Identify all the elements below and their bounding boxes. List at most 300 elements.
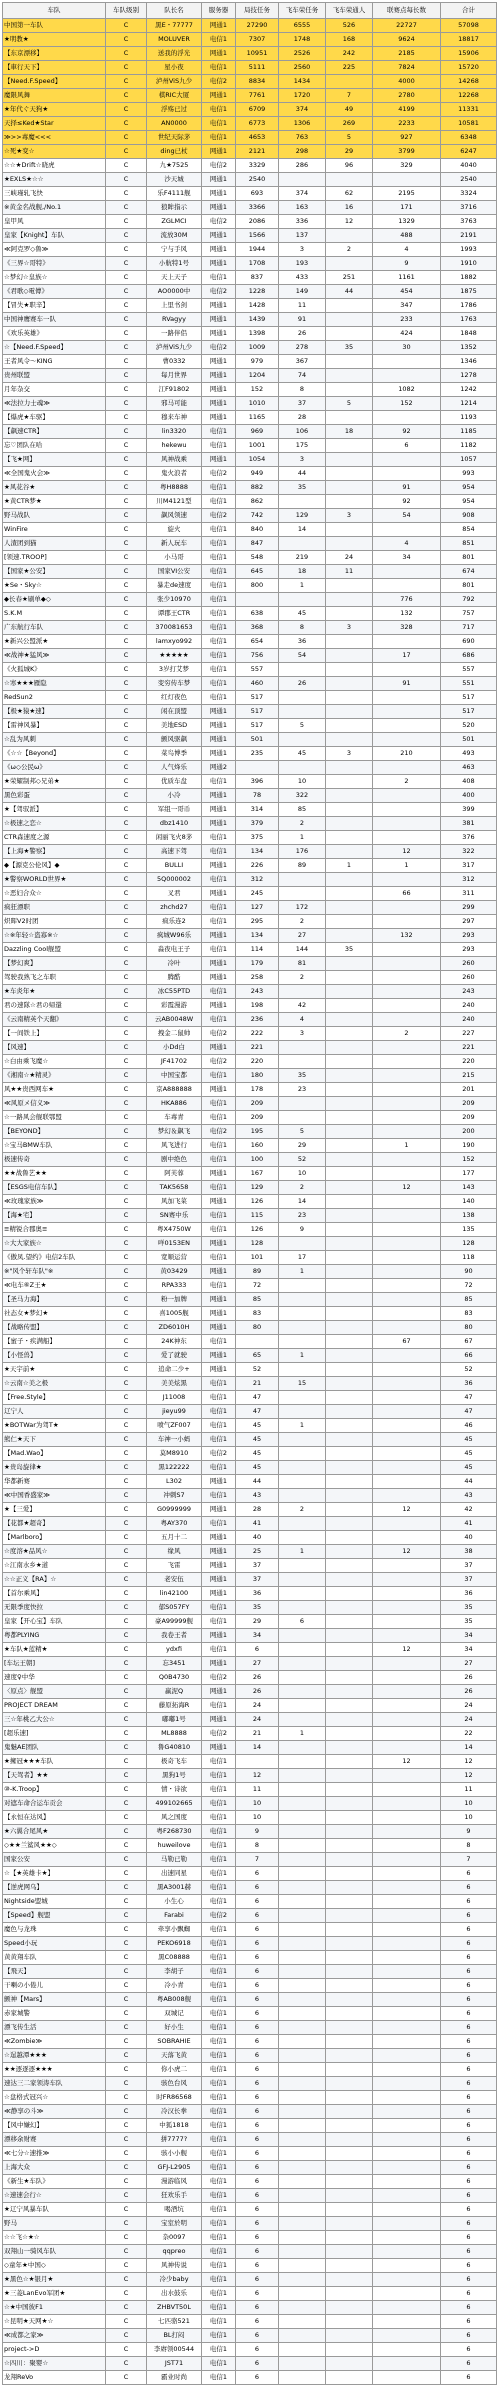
table-row xyxy=(3,201,497,215)
team-name-cell: 三☆年桃乙大公☆ xyxy=(3,1713,106,1727)
server-cell: 网通1 xyxy=(202,1293,236,1307)
total-cell: 3763 xyxy=(441,215,497,229)
task-c-cell xyxy=(326,1293,373,1307)
task-c-cell xyxy=(326,691,373,705)
captain-cell: 咩0153EN xyxy=(147,1237,202,1251)
task-c-cell xyxy=(326,1209,373,1223)
captain-cell: 豪A99999舰 xyxy=(147,1615,202,1629)
team-name-cell: PROJECT DREAM xyxy=(3,1699,106,1713)
table-row xyxy=(3,1139,497,1153)
task-b-cell xyxy=(279,2077,326,2091)
league-cell xyxy=(373,1559,441,1573)
league-cell xyxy=(373,1083,441,1097)
league-cell: 66 xyxy=(373,887,441,901)
total-cell: 501 xyxy=(441,733,497,747)
captain-cell: 中狐1818 xyxy=(147,2119,202,2133)
task-c-cell: 2 xyxy=(326,243,373,257)
table-row xyxy=(3,2119,497,2133)
total-cell: 6 xyxy=(441,2161,497,2175)
task-b-cell xyxy=(279,1909,326,1923)
captain-cell: 冰C55PTD xyxy=(147,985,202,999)
captain-cell: 邪马可能 xyxy=(147,397,202,411)
league-cell xyxy=(373,1685,441,1699)
task-b-cell: 45 xyxy=(279,607,326,621)
task-b-cell xyxy=(279,1321,326,1335)
team-level-cell: C xyxy=(106,2273,147,2287)
task-a-cell: 6 xyxy=(236,2021,279,2035)
task-a-cell: 396 xyxy=(236,775,279,789)
task-c-cell xyxy=(326,1853,373,1867)
table-row xyxy=(3,1797,497,1811)
team-name-cell: 龙翔ReVo xyxy=(3,2371,106,2385)
captain-cell: JST71 xyxy=(147,2357,202,2371)
league-cell xyxy=(373,2091,441,2105)
table-row xyxy=(3,1881,497,1895)
task-b-cell xyxy=(279,173,326,187)
team-name-cell: 魔色与龙珠 xyxy=(3,1923,106,1937)
task-c-cell xyxy=(326,313,373,327)
captain-cell: RPA333 xyxy=(147,1279,202,1293)
team-level-cell: C xyxy=(106,33,147,47)
team-name-cell: 【車行天下】 xyxy=(3,61,106,75)
task-a-cell: 80 xyxy=(236,1321,279,1335)
captain-cell: 九★7525 xyxy=(147,159,202,173)
task-b-cell xyxy=(279,1839,326,1853)
table-row xyxy=(3,369,497,383)
captain-cell: 极奇飞车 xyxy=(147,1755,202,1769)
total-cell: 40 xyxy=(441,1531,497,1545)
header-team: 车队 xyxy=(3,3,106,19)
league-cell xyxy=(373,467,441,481)
team-level-cell: C xyxy=(106,299,147,313)
captain-cell: ZD6010H xyxy=(147,1321,202,1335)
server-cell: 网通1 xyxy=(202,243,236,257)
server-cell: 电信1 xyxy=(202,2329,236,2343)
league-cell xyxy=(373,999,441,1013)
task-c-cell xyxy=(326,957,373,971)
task-a-cell: 6 xyxy=(236,2077,279,2091)
league-cell xyxy=(373,1363,441,1377)
captain-cell: BULLI xyxy=(147,859,202,873)
task-c-cell xyxy=(326,607,373,621)
task-a-cell: 6 xyxy=(236,2259,279,2273)
league-cell xyxy=(373,1895,441,1909)
server-cell: 电信1 xyxy=(202,1783,236,1797)
league-cell xyxy=(373,1601,441,1615)
league-cell xyxy=(373,1209,441,1223)
team-name-cell: ☆逞越潭★★★ xyxy=(3,2049,106,2063)
table-row xyxy=(3,1993,497,2007)
table-row xyxy=(3,1587,497,1601)
total-cell: 1278 xyxy=(441,369,497,383)
task-b-cell: 336 xyxy=(279,215,326,229)
team-name-cell: ☆※年轻☆盗寡※☆ xyxy=(3,929,106,943)
captain-cell: 牵享小飘蜘 xyxy=(147,1923,202,1937)
team-level-cell: C xyxy=(106,1741,147,1755)
team-level-cell: C xyxy=(106,61,147,75)
captain-cell: 拼7777? xyxy=(147,2133,202,2147)
team-level-cell: C xyxy=(106,215,147,229)
league-cell xyxy=(373,2287,441,2301)
table-row xyxy=(3,677,497,691)
task-b-cell: 176 xyxy=(279,845,326,859)
league-cell xyxy=(373,1293,441,1307)
task-c-cell xyxy=(326,1461,373,1475)
task-a-cell: 6 xyxy=(236,2343,279,2357)
table-row xyxy=(3,1839,497,1853)
team-level-cell: C xyxy=(106,2315,147,2329)
table-row xyxy=(3,971,497,985)
task-a-cell: 2121 xyxy=(236,145,279,159)
server-cell: 电信2 xyxy=(202,1727,236,1741)
table-row xyxy=(3,579,497,593)
table-row xyxy=(3,943,497,957)
team-name-cell: ★黑色☆★银月★ xyxy=(3,2273,106,2287)
league-cell xyxy=(373,901,441,915)
task-b-cell xyxy=(279,2273,326,2287)
server-cell: 网通1 xyxy=(202,145,236,159)
table-row xyxy=(3,61,497,75)
captain-cell: 霸业时尚 xyxy=(147,2371,202,2385)
task-c-cell xyxy=(326,2371,373,2385)
task-c-cell xyxy=(326,2231,373,2245)
server-cell: 电信1 xyxy=(202,2287,236,2301)
total-cell: 3716 xyxy=(441,201,497,215)
league-cell: 12 xyxy=(373,845,441,859)
total-cell: 24 xyxy=(441,1699,497,1713)
task-c-cell xyxy=(326,495,373,509)
league-cell xyxy=(373,2147,441,2161)
league-cell xyxy=(373,1951,441,1965)
team-name-cell: 《云南精英个天翻》 xyxy=(3,1013,106,1027)
league-cell xyxy=(373,2175,441,2189)
captain-cell: ★★★★★ xyxy=(147,649,202,663)
table-row xyxy=(3,117,497,131)
task-c-cell xyxy=(326,1391,373,1405)
server-cell: 电信1 xyxy=(202,943,236,957)
task-a-cell: 26 xyxy=(236,1671,279,1685)
league-cell xyxy=(373,1321,441,1335)
server-cell: 电信1 xyxy=(202,1769,236,1783)
league-cell xyxy=(373,1461,441,1475)
total-cell: 35 xyxy=(441,1601,497,1615)
server-cell: 网通1 xyxy=(202,999,236,1013)
task-b-cell: 91 xyxy=(279,313,326,327)
team-level-cell: C xyxy=(106,1125,147,1139)
task-a-cell xyxy=(236,761,279,775)
table-row xyxy=(3,1013,497,1027)
team-name-cell: ★风花谷★ xyxy=(3,481,106,495)
server-cell: 电信1 xyxy=(202,1181,236,1195)
team-level-cell: C xyxy=(106,1265,147,1279)
team-name-cell: 君の速隊☆君の帰還 xyxy=(3,999,106,1013)
total-cell: 67 xyxy=(441,1335,497,1349)
task-c-cell xyxy=(326,789,373,803)
task-c-cell xyxy=(326,1069,373,1083)
table-row xyxy=(3,495,497,509)
server-cell: 电信1 xyxy=(202,1153,236,1167)
league-cell: 1329 xyxy=(373,215,441,229)
task-a-cell: 379 xyxy=(236,817,279,831)
table-row xyxy=(3,2105,497,2119)
table-row xyxy=(3,1853,497,1867)
header-level: 车队级别 xyxy=(106,3,147,19)
task-c-cell xyxy=(326,2147,373,2161)
task-c-cell xyxy=(326,1769,373,1783)
league-cell: 2 xyxy=(373,775,441,789)
captain-cell: 370081653 xyxy=(147,621,202,635)
captain-cell: 棋RIC大厦 xyxy=(147,89,202,103)
team-name-cell: ※黄金名战舰,/No.1 xyxy=(3,201,106,215)
server-cell: 电信1 xyxy=(202,831,236,845)
task-b-cell: 89 xyxy=(279,859,326,873)
league-cell xyxy=(373,173,441,187)
task-b-cell: 129 xyxy=(279,509,326,523)
task-c-cell xyxy=(326,369,373,383)
task-c-cell xyxy=(326,635,373,649)
total-cell: 44 xyxy=(441,1475,497,1489)
total-cell: 12 xyxy=(441,1755,497,1769)
task-c-cell xyxy=(326,649,373,663)
server-cell: 电信1 xyxy=(202,117,236,131)
server-cell: 网通1 xyxy=(202,327,236,341)
table-row xyxy=(3,47,497,61)
total-cell: 6 xyxy=(441,1979,497,1993)
task-b-cell xyxy=(279,2189,326,2203)
total-cell: 152 xyxy=(441,1153,497,1167)
captain-cell: 星小夜 xyxy=(147,61,202,75)
task-c-cell xyxy=(326,1083,373,1097)
server-cell: 网通1 xyxy=(202,1503,236,1517)
team-level-cell: C xyxy=(106,243,147,257)
server-cell: 电信1 xyxy=(202,2259,236,2273)
captain-cell: 时FR86568 xyxy=(147,2091,202,2105)
total-cell: 227 xyxy=(441,1027,497,1041)
task-a-cell: 37 xyxy=(236,1559,279,1573)
league-cell xyxy=(373,1377,441,1391)
league-cell xyxy=(373,2343,441,2357)
team-level-cell: C xyxy=(106,145,147,159)
task-a-cell: 979 xyxy=(236,355,279,369)
table-row xyxy=(3,649,497,663)
task-a-cell: 460 xyxy=(236,677,279,691)
team-level-cell: C xyxy=(106,89,147,103)
task-c-cell xyxy=(326,327,373,341)
server-cell: 电信2 xyxy=(202,1027,236,1041)
team-name-cell: ☆盘格式冠兴☆ xyxy=(3,2091,106,2105)
total-cell: 1848 xyxy=(441,327,497,341)
server-cell: 电信2 xyxy=(202,1671,236,1685)
total-cell: 201 xyxy=(441,1083,497,1097)
captain-cell: 李胡子 xyxy=(147,1965,202,1979)
team-level-cell: C xyxy=(106,47,147,61)
league-cell xyxy=(373,1867,441,1881)
header-league: 联赛点每长数 xyxy=(373,3,441,19)
captain-cell: 剧中绝色 xyxy=(147,1153,202,1167)
server-cell: 网通2 xyxy=(202,761,236,775)
task-a-cell: 126 xyxy=(236,1223,279,1237)
table-row xyxy=(3,607,497,621)
task-c-cell xyxy=(326,1601,373,1615)
captain-cell: 疯乐连2 xyxy=(147,915,202,929)
task-a-cell: 1204 xyxy=(236,369,279,383)
captain-cell: 泸州ViS九少 xyxy=(147,341,202,355)
league-cell xyxy=(373,2133,441,2147)
table-row xyxy=(3,1223,497,1237)
league-cell xyxy=(373,2049,441,2063)
league-cell: 927 xyxy=(373,131,441,145)
task-c-cell xyxy=(326,1979,373,1993)
table-row xyxy=(3,2021,497,2035)
table-row xyxy=(3,2245,497,2259)
captain-cell: ZHBVT50L xyxy=(147,2301,202,2315)
captain-cell: ML8888 xyxy=(147,1727,202,1741)
team-level-cell: C xyxy=(106,2343,147,2357)
league-cell xyxy=(373,1405,441,1419)
task-c-cell xyxy=(326,1937,373,1951)
task-a-cell: 40 xyxy=(236,1531,279,1545)
table-row xyxy=(3,803,497,817)
league-cell xyxy=(373,1419,441,1433)
total-cell: 6 xyxy=(441,2021,497,2035)
table-row xyxy=(3,1951,497,1965)
server-cell: 电信1 xyxy=(202,607,236,621)
league-cell xyxy=(373,1741,441,1755)
task-a-cell: 693 xyxy=(236,187,279,201)
server-cell: 网通1 xyxy=(202,1531,236,1545)
team-name-cell: 对遮车命合运车贡会 xyxy=(3,1797,106,1811)
server-cell: 电信1 xyxy=(202,1461,236,1475)
team-name-cell: ★黄CTR梦★ xyxy=(3,495,106,509)
team-name-cell: ≫>>毒魔<<< xyxy=(3,131,106,145)
captain-cell: 飙风领速 xyxy=(147,509,202,523)
server-cell: 电信1 xyxy=(202,1643,236,1657)
team-name-cell: 上海大众 xyxy=(3,2161,106,2175)
task-b-cell: 27 xyxy=(279,929,326,943)
task-b-cell xyxy=(279,2133,326,2147)
table-header xyxy=(3,3,497,19)
task-c-cell: 168 xyxy=(326,33,373,47)
team-name-cell: ★六翼合尾风★ xyxy=(3,1825,106,1839)
league-cell xyxy=(373,1615,441,1629)
captain-cell: 双城记 xyxy=(147,2007,202,2021)
total-cell: 792 xyxy=(441,593,497,607)
league-cell xyxy=(373,1167,441,1181)
total-cell: 1882 xyxy=(441,271,497,285)
captain-cell: BL打闷 xyxy=(147,2329,202,2343)
total-cell: 6 xyxy=(441,1937,497,1951)
league-cell xyxy=(373,1909,441,1923)
team-level-cell: C xyxy=(106,859,147,873)
total-cell: 42 xyxy=(441,1503,497,1517)
league-cell: 9 xyxy=(373,257,441,271)
server-cell: 电信2 xyxy=(202,467,236,481)
table-row xyxy=(3,2063,497,2077)
team-name-cell: ★★战鲁艺★★ xyxy=(3,1167,106,1181)
team-name-cell: 漂飞传生活 xyxy=(3,2021,106,2035)
table-row xyxy=(3,2231,497,2245)
team-level-cell: C xyxy=(106,635,147,649)
league-cell: 171 xyxy=(373,201,441,215)
total-cell: 6 xyxy=(441,1881,497,1895)
team-name-cell: 双翔山一骑风车队 xyxy=(3,2245,106,2259)
team-name-cell: ★车队★蓝精★ xyxy=(3,1643,106,1657)
table-row xyxy=(3,859,497,873)
task-b-cell xyxy=(279,1041,326,1055)
team-level-cell: C xyxy=(106,1643,147,1657)
league-cell: 2 xyxy=(373,1027,441,1041)
captain-cell: 骇小小舰 xyxy=(147,2147,202,2161)
task-c-cell xyxy=(326,1195,373,1209)
task-a-cell: 837 xyxy=(236,271,279,285)
server-cell: 电信1 xyxy=(202,1811,236,1825)
task-c-cell xyxy=(326,1405,373,1419)
team-name-cell: ◇童年★中国◇ xyxy=(3,2259,106,2273)
server-cell: 电信1 xyxy=(202,691,236,705)
team-level-cell: C xyxy=(106,1013,147,1027)
task-a-cell: 11 xyxy=(236,1783,279,1797)
team-name-cell: 【Mad.Wao】 xyxy=(3,1447,106,1461)
task-a-cell: 100 xyxy=(236,1153,279,1167)
team-name-cell: ≪战神★猛风≫ xyxy=(3,649,106,663)
league-cell xyxy=(373,1279,441,1293)
league-cell xyxy=(373,1979,441,1993)
table-row xyxy=(3,901,497,915)
total-cell: 22 xyxy=(441,1727,497,1741)
task-a-cell: 6 xyxy=(236,2091,279,2105)
team-name-cell: ☆白由乘飞魔☆ xyxy=(3,1055,106,1069)
task-b-cell: 10 xyxy=(279,775,326,789)
server-cell: 电信1 xyxy=(202,439,236,453)
task-a-cell: 6 xyxy=(236,2273,279,2287)
server-cell: 电信1 xyxy=(202,2049,236,2063)
task-a-cell: 10 xyxy=(236,1811,279,1825)
total-cell: 72 xyxy=(441,1279,497,1293)
task-c-cell xyxy=(326,1223,373,1237)
task-b-cell xyxy=(279,1993,326,2007)
server-cell: 网通1 xyxy=(202,1573,236,1587)
captain-cell: ydxfi xyxy=(147,1643,202,1657)
server-cell: 电信1 xyxy=(202,1251,236,1265)
team-level-cell: C xyxy=(106,817,147,831)
total-cell: 517 xyxy=(441,691,497,705)
total-cell: 317 xyxy=(441,859,497,873)
total-cell: 6 xyxy=(441,1923,497,1937)
team-level-cell: C xyxy=(106,1825,147,1839)
league-cell xyxy=(373,1433,441,1447)
task-c-cell xyxy=(326,2273,373,2287)
total-cell: 6 xyxy=(441,1993,497,2007)
task-c-cell xyxy=(326,1447,373,1461)
table-row xyxy=(3,1531,497,1545)
task-a-cell: 6 xyxy=(236,1923,279,1937)
team-level-cell: C xyxy=(106,1209,147,1223)
task-c-cell xyxy=(326,1951,373,1965)
captain-cell: 24K神东 xyxy=(147,1335,202,1349)
task-b-cell xyxy=(279,1405,326,1419)
team-name-cell: 【逆虎网乌】 xyxy=(3,1881,106,1895)
team-level-cell: C xyxy=(106,901,147,915)
task-b-cell xyxy=(279,2371,326,2385)
total-cell: 138 xyxy=(441,1209,497,1223)
league-cell xyxy=(373,355,441,369)
task-c-cell: 11 xyxy=(326,565,373,579)
task-b-cell: 374 xyxy=(279,187,326,201)
total-cell: 908 xyxy=(441,509,497,523)
task-c-cell xyxy=(326,453,373,467)
captain-cell: 黑E・77777 xyxy=(147,19,202,33)
team-level-cell: C xyxy=(106,1615,147,1629)
